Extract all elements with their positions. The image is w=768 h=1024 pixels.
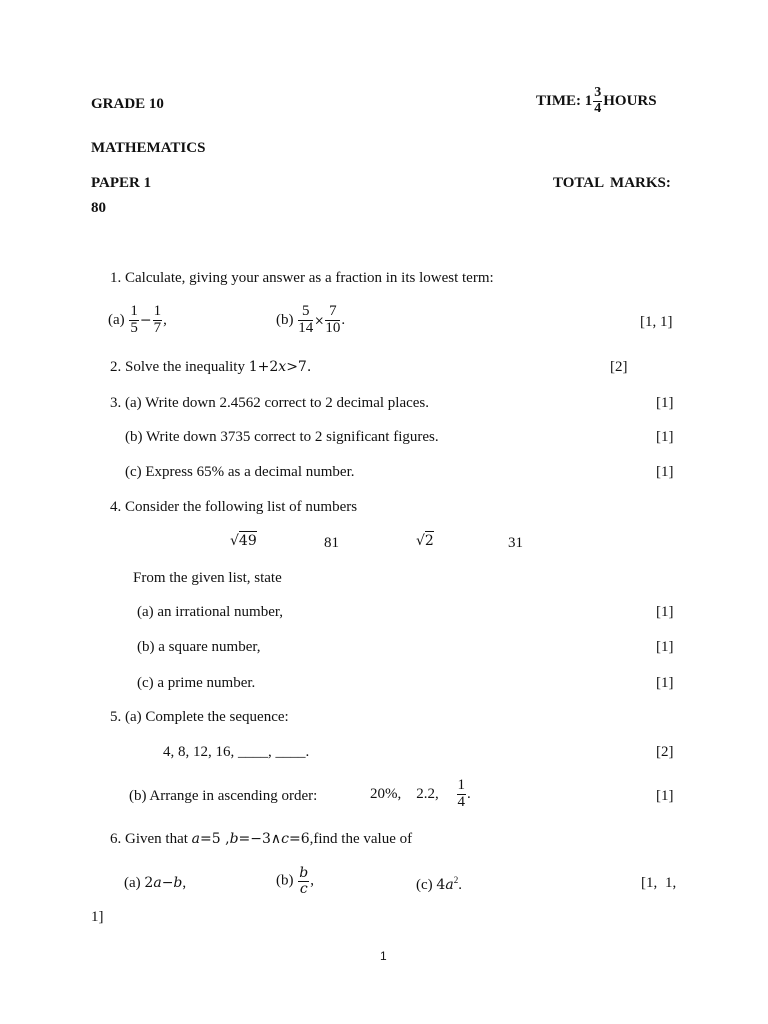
question-5a-sequence: 4, 8, 12, 16, ____, ____. xyxy=(163,744,310,760)
question-6c: (c) $4a^2$. xyxy=(416,875,462,893)
question-4c: (c) a prime number. xyxy=(137,675,256,691)
question-6-text: 6. Given that a=5 ,b=−3∧c=6,find the value of xyxy=(110,831,413,847)
question-1-marks: [1, 1] xyxy=(640,314,673,330)
fraction-b-over-c: $\frac{b}{c}$ xyxy=(299,865,309,897)
number-sqrt-2: √2 xyxy=(416,533,434,549)
question-2-marks: [2] xyxy=(610,359,628,375)
question-6b: (b) $\frac{b}{c}$ , xyxy=(276,865,314,897)
time-allowed: TIME: 1 $\frac{3}{4}$ HOURS xyxy=(536,85,657,116)
question-1b: (b) $\frac{5}{14}$ × $\frac{7}{10}$ . xyxy=(276,303,346,336)
fraction-one-seventh: $\frac{1}{7}$ xyxy=(153,303,162,336)
question-4a-marks: [1] xyxy=(656,604,674,620)
number-sqrt-49: √49 xyxy=(230,533,257,549)
question-4c-marks: [1] xyxy=(656,675,674,691)
question-6a: (a) 2a−b, xyxy=(124,875,187,891)
question-3b-marks: [1] xyxy=(656,429,674,445)
page-number: 1 xyxy=(380,949,387,963)
number-31: 31 xyxy=(508,535,523,551)
question-3a-marks: [1] xyxy=(656,395,674,411)
question-1a: (a) $\frac{1}{5}$ − $\frac{1}{7}$ , xyxy=(108,303,167,336)
question-3c-marks: [1] xyxy=(656,464,674,480)
paper-heading: PAPER 1 xyxy=(91,175,152,191)
question-5b: (b) Arrange in ascending order: xyxy=(129,788,318,804)
question-3c: (c) Express 65% as a decimal number. xyxy=(125,464,355,480)
question-1-text: 1. Calculate, giving your answer as a fraction in its lowest term: xyxy=(110,270,494,286)
subject-heading: MATHEMATICS xyxy=(91,140,206,156)
number-81: 81 xyxy=(324,535,339,551)
question-6-marks-continued: 1] xyxy=(91,909,104,925)
fraction-one-fifth: $\frac{1}{5}$ xyxy=(130,303,138,336)
question-4b-marks: [1] xyxy=(656,639,674,655)
fraction-seven-tenths: $\frac{7}{10}$ xyxy=(325,303,341,336)
question-4b: (b) a square number, xyxy=(137,639,261,655)
question-4-state: From the given list, state xyxy=(133,570,282,586)
fraction-one-quarter: $\frac{1}{4}$ xyxy=(457,777,465,810)
question-3a: 3. (a) Write down 2.4562 correct to 2 decimal places. xyxy=(110,395,430,411)
question-4a: (a) an irrational number, xyxy=(137,604,284,620)
total-marks-label: TOTAL MARKS: xyxy=(553,175,671,191)
fraction-five-fourteenths: $\frac{5}{14}$ xyxy=(298,303,314,336)
grade-heading: GRADE 10 xyxy=(91,96,164,112)
question-2: 2. Solve the inequality 1+2x>7. xyxy=(110,359,312,375)
question-5b-marks: [1] xyxy=(656,788,674,804)
question-5b-values: 20%, 2.2, $\frac{1}{4}$ . xyxy=(370,777,471,810)
question-3b: (b) Write down 3735 correct to 2 significant figures. xyxy=(125,429,439,445)
question-4-text: 4. Consider the following list of numbers xyxy=(110,499,358,515)
question-5a: 5. (a) Complete the sequence: xyxy=(110,709,289,725)
question-5a-marks: [2] xyxy=(656,744,674,760)
time-fraction: $\frac{3}{4}$ xyxy=(594,85,602,116)
question-6-marks: [1, 1, xyxy=(641,875,677,891)
total-marks-value: 80 xyxy=(91,200,106,216)
